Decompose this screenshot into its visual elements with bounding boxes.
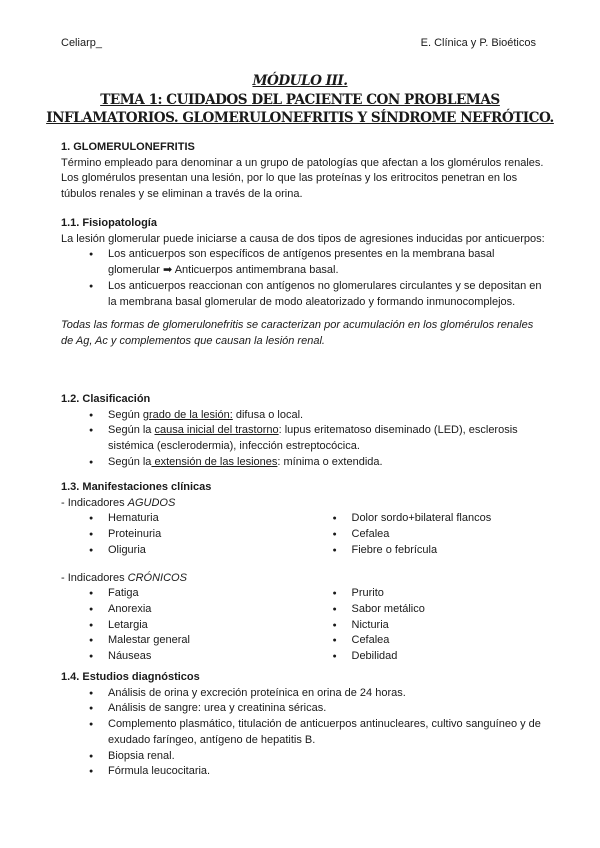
text: Según la: [108, 455, 152, 468]
module-title: MÓDULO III.: [252, 73, 348, 89]
chronic-label: [61, 571, 548, 587]
list-item: ● Debilidad: [305, 649, 549, 665]
list-item: ● Sabor metálico: [305, 602, 549, 618]
list-item: ● Dolor sordo+bilateral flancos: [305, 511, 549, 527]
section-glomerulonefritis: [61, 140, 548, 203]
list-item: ● Náuseas: [61, 649, 305, 665]
list-item: ● Nicturia: [305, 618, 549, 634]
list-item: ● Complemento plasmático, titulación de anticuerpos antinucleares, cultivo sanguíneo y de exudado faríngeo, antígeno de hepatitis B.: [61, 717, 548, 748]
list-item: ● Oliguria: [61, 543, 305, 559]
underlined-text: grado de la lesión:: [142, 408, 233, 421]
document-title: [0, 72, 600, 128]
text: Según la: [108, 424, 155, 437]
chronic-right-list: [305, 586, 549, 665]
section-estudios: [61, 670, 548, 780]
acute-label: [61, 496, 548, 512]
topic-title-line2: INFLAMATORIOS. GLOMERULONEFRITIS Y SÍNDROME NEFRÓTICO.: [46, 110, 554, 126]
text: CRÓNICOS: [127, 571, 187, 584]
text: difusa o local.: [232, 408, 304, 421]
acute-left-list: [61, 511, 305, 558]
list-item: ● Hematuria: [61, 511, 305, 527]
text: AGUDOS: [127, 496, 176, 509]
topic-title-line1: TEMA 1: CUIDADOS DEL PACIENTE CON PROBLEMAS: [100, 91, 500, 108]
list-item: ● Anorexia: [61, 602, 305, 618]
list-item: ● Cefalea: [305, 633, 549, 649]
underlined-text: extensión de las lesiones: [151, 455, 278, 468]
list-item: ● Los anticuerpos reaccionan con antígenos no glomerulares circulantes y se depositan en la membrana basal glomerular de modo aleatorizado y formando inmunocomplejos.: [61, 279, 548, 310]
list-item: [61, 408, 548, 424]
list-item: ● Fiebre o febrícula: [305, 543, 549, 559]
section-fisiopatologia: [61, 216, 548, 350]
acute-right-list: [305, 511, 549, 558]
list-item: ● Análisis de sangre: urea y creatinina séricas.: [61, 701, 548, 717]
list-item: ● Cefalea: [305, 527, 549, 543]
text: : mínima o extendida.: [277, 455, 383, 468]
chronic-left-list: [61, 586, 305, 665]
section-heading: 1.3. Manifestaciones clínicas: [61, 481, 212, 493]
section-heading: 1.1. Fisiopatología: [61, 217, 157, 229]
list-item: ● Malestar general: [61, 633, 305, 649]
section-heading: 1. GLOMERULONEFRITIS: [61, 141, 195, 153]
note-text: Todas las formas de glomerulonefritis se caracterizan por acumulación en los glomérulos renales de Ag, Ac y complementos que causan la lesión renal.: [61, 319, 534, 347]
text: - Indicadores: [61, 496, 128, 509]
list-item: [61, 423, 548, 454]
list-item: ● Fatiga: [61, 586, 305, 602]
list-item: ● Biopsia renal.: [61, 749, 548, 765]
list-item: ● Proteinuria: [61, 527, 305, 543]
header-subject: E. Clínica y P. Bioéticos: [420, 37, 536, 49]
text: Según: [108, 408, 143, 421]
list-item: ● Análisis de orina y excreción proteínica en orina de 24 horas.: [61, 686, 548, 702]
paragraph: Término empleado para denominar a un grupo de patologías que afectan a los glomérulos renales. Los glomérulos presentan una lesión, por lo que las proteínas y los eritrocitos penetran en los túbulos renales y se eliminan a través de la orina.: [61, 156, 544, 201]
paragraph: La lesión glomerular puede iniciarse a causa de dos tipos de agresiones inducidas por anticuerpos:: [61, 232, 545, 245]
header-author: Celiarp_: [61, 37, 102, 49]
list-item: ● Fórmula leucocitaria.: [61, 764, 548, 780]
text: : lupus eritematoso diseminado (LED), esclerosis sistémica (esclerodermia), infección estreptocócica.: [108, 424, 518, 453]
section-manifestaciones: [61, 480, 548, 665]
text: - Indicadores: [61, 571, 128, 584]
list-item: [61, 455, 548, 471]
list-item: ● Letargia: [61, 618, 305, 634]
section-heading: 1.2. Clasificación: [61, 393, 151, 405]
italic-note: [61, 318, 548, 349]
list-item: ● Prurito: [305, 586, 549, 602]
list-item: ● Los anticuerpos son específicos de antígenos presentes en la membrana basal glomerular ➡ Anticuerpos antimembrana basal.: [61, 247, 548, 278]
underlined-text: causa inicial del trastorno: [154, 424, 279, 437]
section-heading: 1.4. Estudios diagnósticos: [61, 671, 200, 683]
section-clasificacion: [61, 392, 548, 471]
